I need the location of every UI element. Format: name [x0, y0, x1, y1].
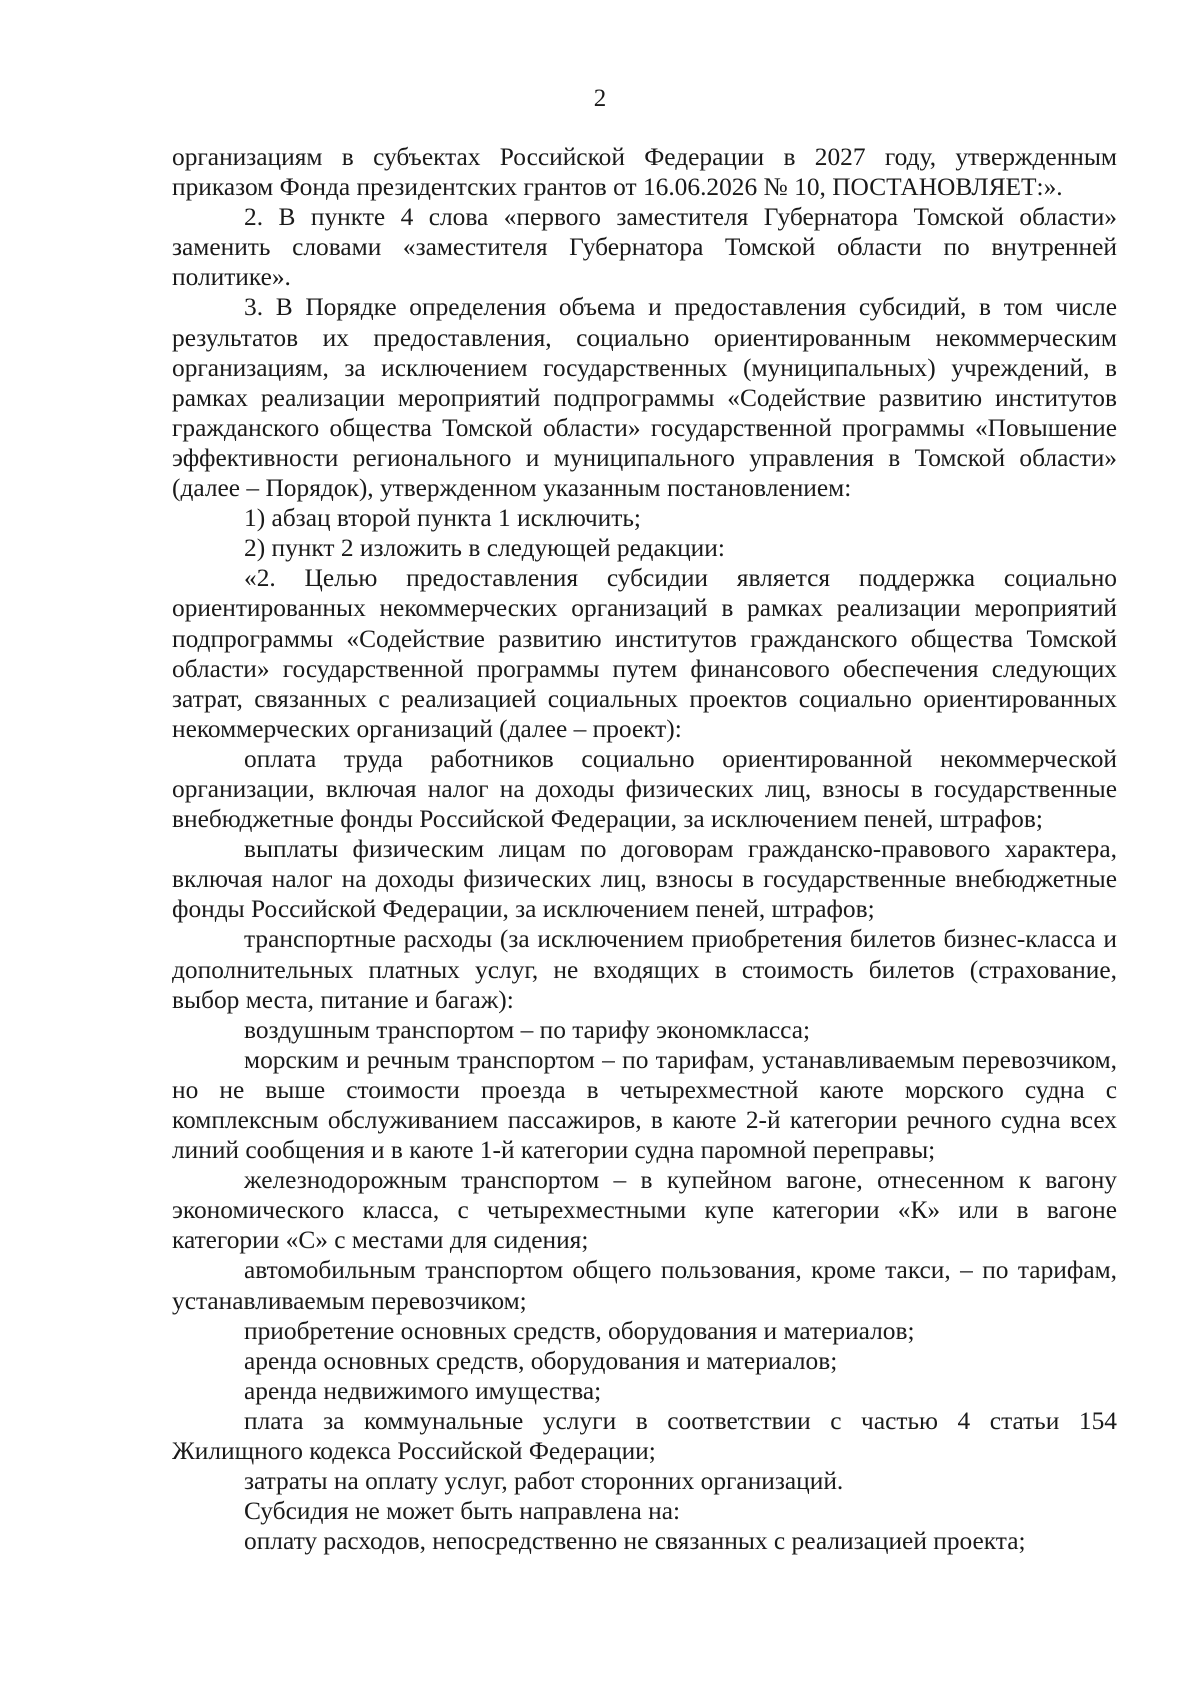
paragraph: плата за коммунальные услуги в соответствии с частью 4 статьи 154 Жилищного кодекса Российской Федерации;: [172, 1406, 1117, 1466]
paragraph: 1) абзац второй пункта 1 исключить;: [244, 504, 641, 533]
paragraph: 2) пункт 2 изложить в следующей редакции:: [244, 534, 725, 563]
paragraph: аренда недвижимого имущества;: [244, 1376, 602, 1405]
paragraph: приобретение основных средств, оборудования и материалов;: [244, 1316, 915, 1345]
paragraph: «2. Целью предоставления субсидии является поддержка социально ориентированных некоммерческих организаций в рамках реализации мероприятий подпрограммы «Содействие развитию институтов гражданского общества Томской области» государственной программы путем финансового обеспечения следующих затрат, связанных с реализацией социальных проектов социально ориентированных некоммерческих организаций (далее – проект):: [172, 564, 1117, 743]
paragraph: транспортные расходы (за исключением приобретения билетов бизнес-класса и дополнительных платных услуг, не входящих в стоимость билетов (страхование, выбор места, питание и багаж):: [172, 925, 1117, 1014]
paragraph: затраты на оплату услуг, работ сторонних организаций.: [244, 1467, 844, 1496]
paragraph: морским и речным транспортом – по тарифам, устанавливаемым перевозчиком, но не выше стоимости проезда в четырехместной каюте морского судна с комплексным обслуживанием пассажиров, в каюте 2-й категории речного судна всех линий сообщения и в каюте 1-й категории судна паромной переправы;: [172, 1045, 1117, 1165]
paragraph: выплаты физическим лицам по договорам гражданско-правового характера, включая налог на доходы физических лиц, взносы в государственные внебюджетные фонды Российской Федерации, за исключением пеней, штрафов;: [172, 835, 1117, 924]
document-body: [172, 142, 1117, 1556]
paragraph: аренда основных средств, оборудования и материалов;: [244, 1346, 838, 1375]
paragraph: 2. В пункте 4 слова «первого заместителя Губернатора Томской области» заменить словами «заместителя Губернатора Томской области по внутренней политике».: [172, 203, 1117, 292]
paragraph: 3. В Порядке определения объема и предоставления субсидий, в том числе результатов их предоставления, социально ориентированным некоммерческим организациям, за исключением государственных (муниципальных) учреждений, в рамках реализации мероприятий подпрограммы «Содействие развитию институтов гражданского общества Томской области» государственной программы «Повышение эффективности регионального и муниципального управления в Томской области» (далее – Порядок), утвержденном указанным постановлением:: [172, 293, 1117, 503]
paragraph: Субсидия не может быть направлена на:: [244, 1497, 681, 1526]
page-number: 2: [593, 85, 607, 112]
paragraph: оплату расходов, непосредственно не связанных с реализацией проекта;: [244, 1527, 1026, 1556]
paragraph: воздушным транспортом – по тарифу экономкласса;: [244, 1015, 811, 1044]
paragraph: организациям в субъектах Российской Федерации в 2027 году, утвержденным приказом Фонда президентских грантов от 16.06.2026 № 10, ПОСТАНОВЛЯЕТ:».: [172, 143, 1117, 202]
paragraph: автомобильным транспортом общего пользования, кроме такси, – по тарифам, устанавливаемым перевозчиком;: [172, 1256, 1117, 1315]
paragraph: железнодорожным транспортом – в купейном вагоне, отнесенном к вагону экономического класса, с четырехместными купе категории «К» или в вагоне категории «С» с местами для сидения;: [172, 1166, 1117, 1255]
paragraph: оплата труда работников социально ориентированной некоммерческой организации, включая налог на доходы физических лиц, взносы в государственные внебюджетные фонды Российской Федерации, за исключением пеней, штрафов;: [172, 744, 1117, 834]
